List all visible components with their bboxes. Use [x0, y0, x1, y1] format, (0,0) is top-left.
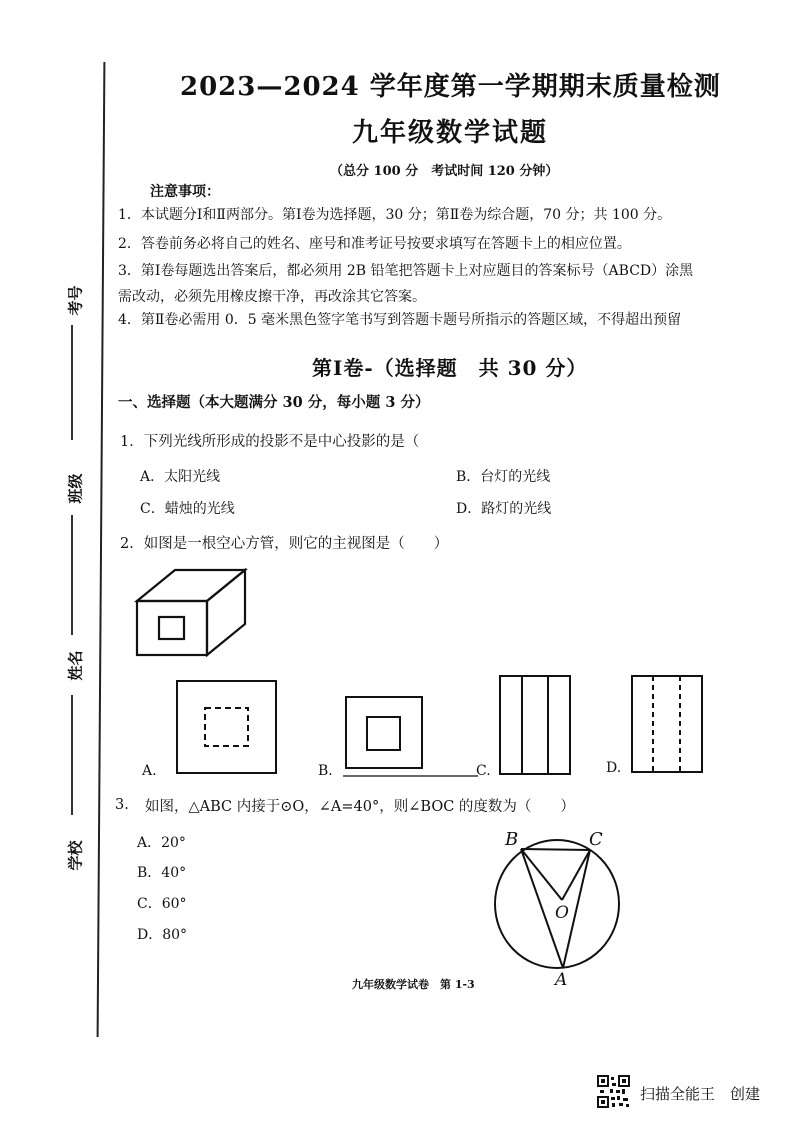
exam-subtitle: 九年级数学试题 — [352, 118, 549, 148]
qr-code-icon — [597, 1075, 630, 1108]
name-label: 姓名 — [66, 650, 85, 681]
class-label: 班级 — [66, 473, 85, 504]
scanner-watermark-text: 扫描全能王 创建 — [640, 1085, 761, 1103]
school-label: 学校 — [66, 840, 85, 871]
q2-option-d-figure — [632, 676, 702, 772]
note-item-2: 2．答卷前务必将自己的姓名、座号和准考证号按要求填写在答题卡上的相应位置。 — [118, 236, 631, 252]
q3-point-c: C — [589, 829, 603, 850]
q3-stem: 如图，△ABC 内接于⊙O，∠A=40°，则∠BOC 的度数为（ ） — [145, 799, 575, 815]
note-item-3-cont: 需改动，必须先用橡皮擦干净，再改涂其它答案。 — [118, 289, 426, 305]
q2-option-c-figure — [500, 676, 570, 774]
square-tube-figure — [137, 570, 245, 655]
q1-option-b: B．台灯的光线 — [456, 469, 551, 485]
q1-stem: 1．下列光线所形成的投影不是中心投影的是（ — [120, 434, 420, 450]
q2-option-a-figure — [177, 681, 276, 773]
q3-number: 3. — [115, 797, 129, 813]
page-footer: 九年级数学试卷 第 1-3 — [352, 978, 475, 991]
q3-option-a: A．20° — [137, 835, 186, 851]
q1-option-c: C．蜡烛的光线 — [140, 501, 235, 517]
section-heading: 第Ⅰ卷-（选择题 共 30 分） — [312, 356, 588, 380]
notes-heading: 注意事项： — [150, 184, 220, 200]
exam-number-label: 考号 — [66, 285, 85, 316]
q2-label-a: A. — [142, 763, 157, 779]
part-heading: 一、选择题（本大题满分 30 分，每小题 3 分） — [118, 394, 430, 411]
exam-info: （总分 100 分 考试时间 120 分钟） — [330, 164, 559, 179]
exam-title: 2023—2024 学年度第一学期期末质量检测 — [180, 72, 721, 102]
q3-option-b: B．40° — [137, 865, 187, 881]
q1-option-d: D．路灯的光线 — [456, 501, 552, 517]
q3-option-d: D．80° — [137, 927, 188, 943]
q3-option-c: C．60° — [137, 896, 187, 912]
note-item-4: 4．第Ⅱ卷必需用 0．5 毫米黑色签字笔书写到答题卡题号所指示的答题区域，不得超出预留 — [118, 312, 682, 328]
q2-label-c: C. — [476, 763, 491, 779]
q3-point-b: B — [505, 829, 519, 850]
note-item-1: 1．本试题分Ⅰ和Ⅱ两部分。第Ⅰ卷为选择题，30 分；第Ⅱ卷为综合题，70 分；共 100 分。 — [118, 207, 672, 223]
note-item-3: 3．第Ⅰ卷每题选出答案后，都必须用 2B 铅笔把答题卡上对应题目的答案标号（ABCD）涂黑 — [118, 263, 694, 279]
q2-label-d: D. — [606, 760, 622, 776]
q2-stem: 2．如图是一根空心方管，则它的主视图是（ ） — [120, 536, 449, 552]
q3-point-o: O — [555, 903, 569, 923]
q1-option-a: A．太阳光线 — [140, 469, 221, 485]
q2-label-b: B. — [318, 763, 333, 779]
q2-option-b-figure — [343, 697, 478, 776]
q3-point-a: A — [555, 970, 568, 990]
